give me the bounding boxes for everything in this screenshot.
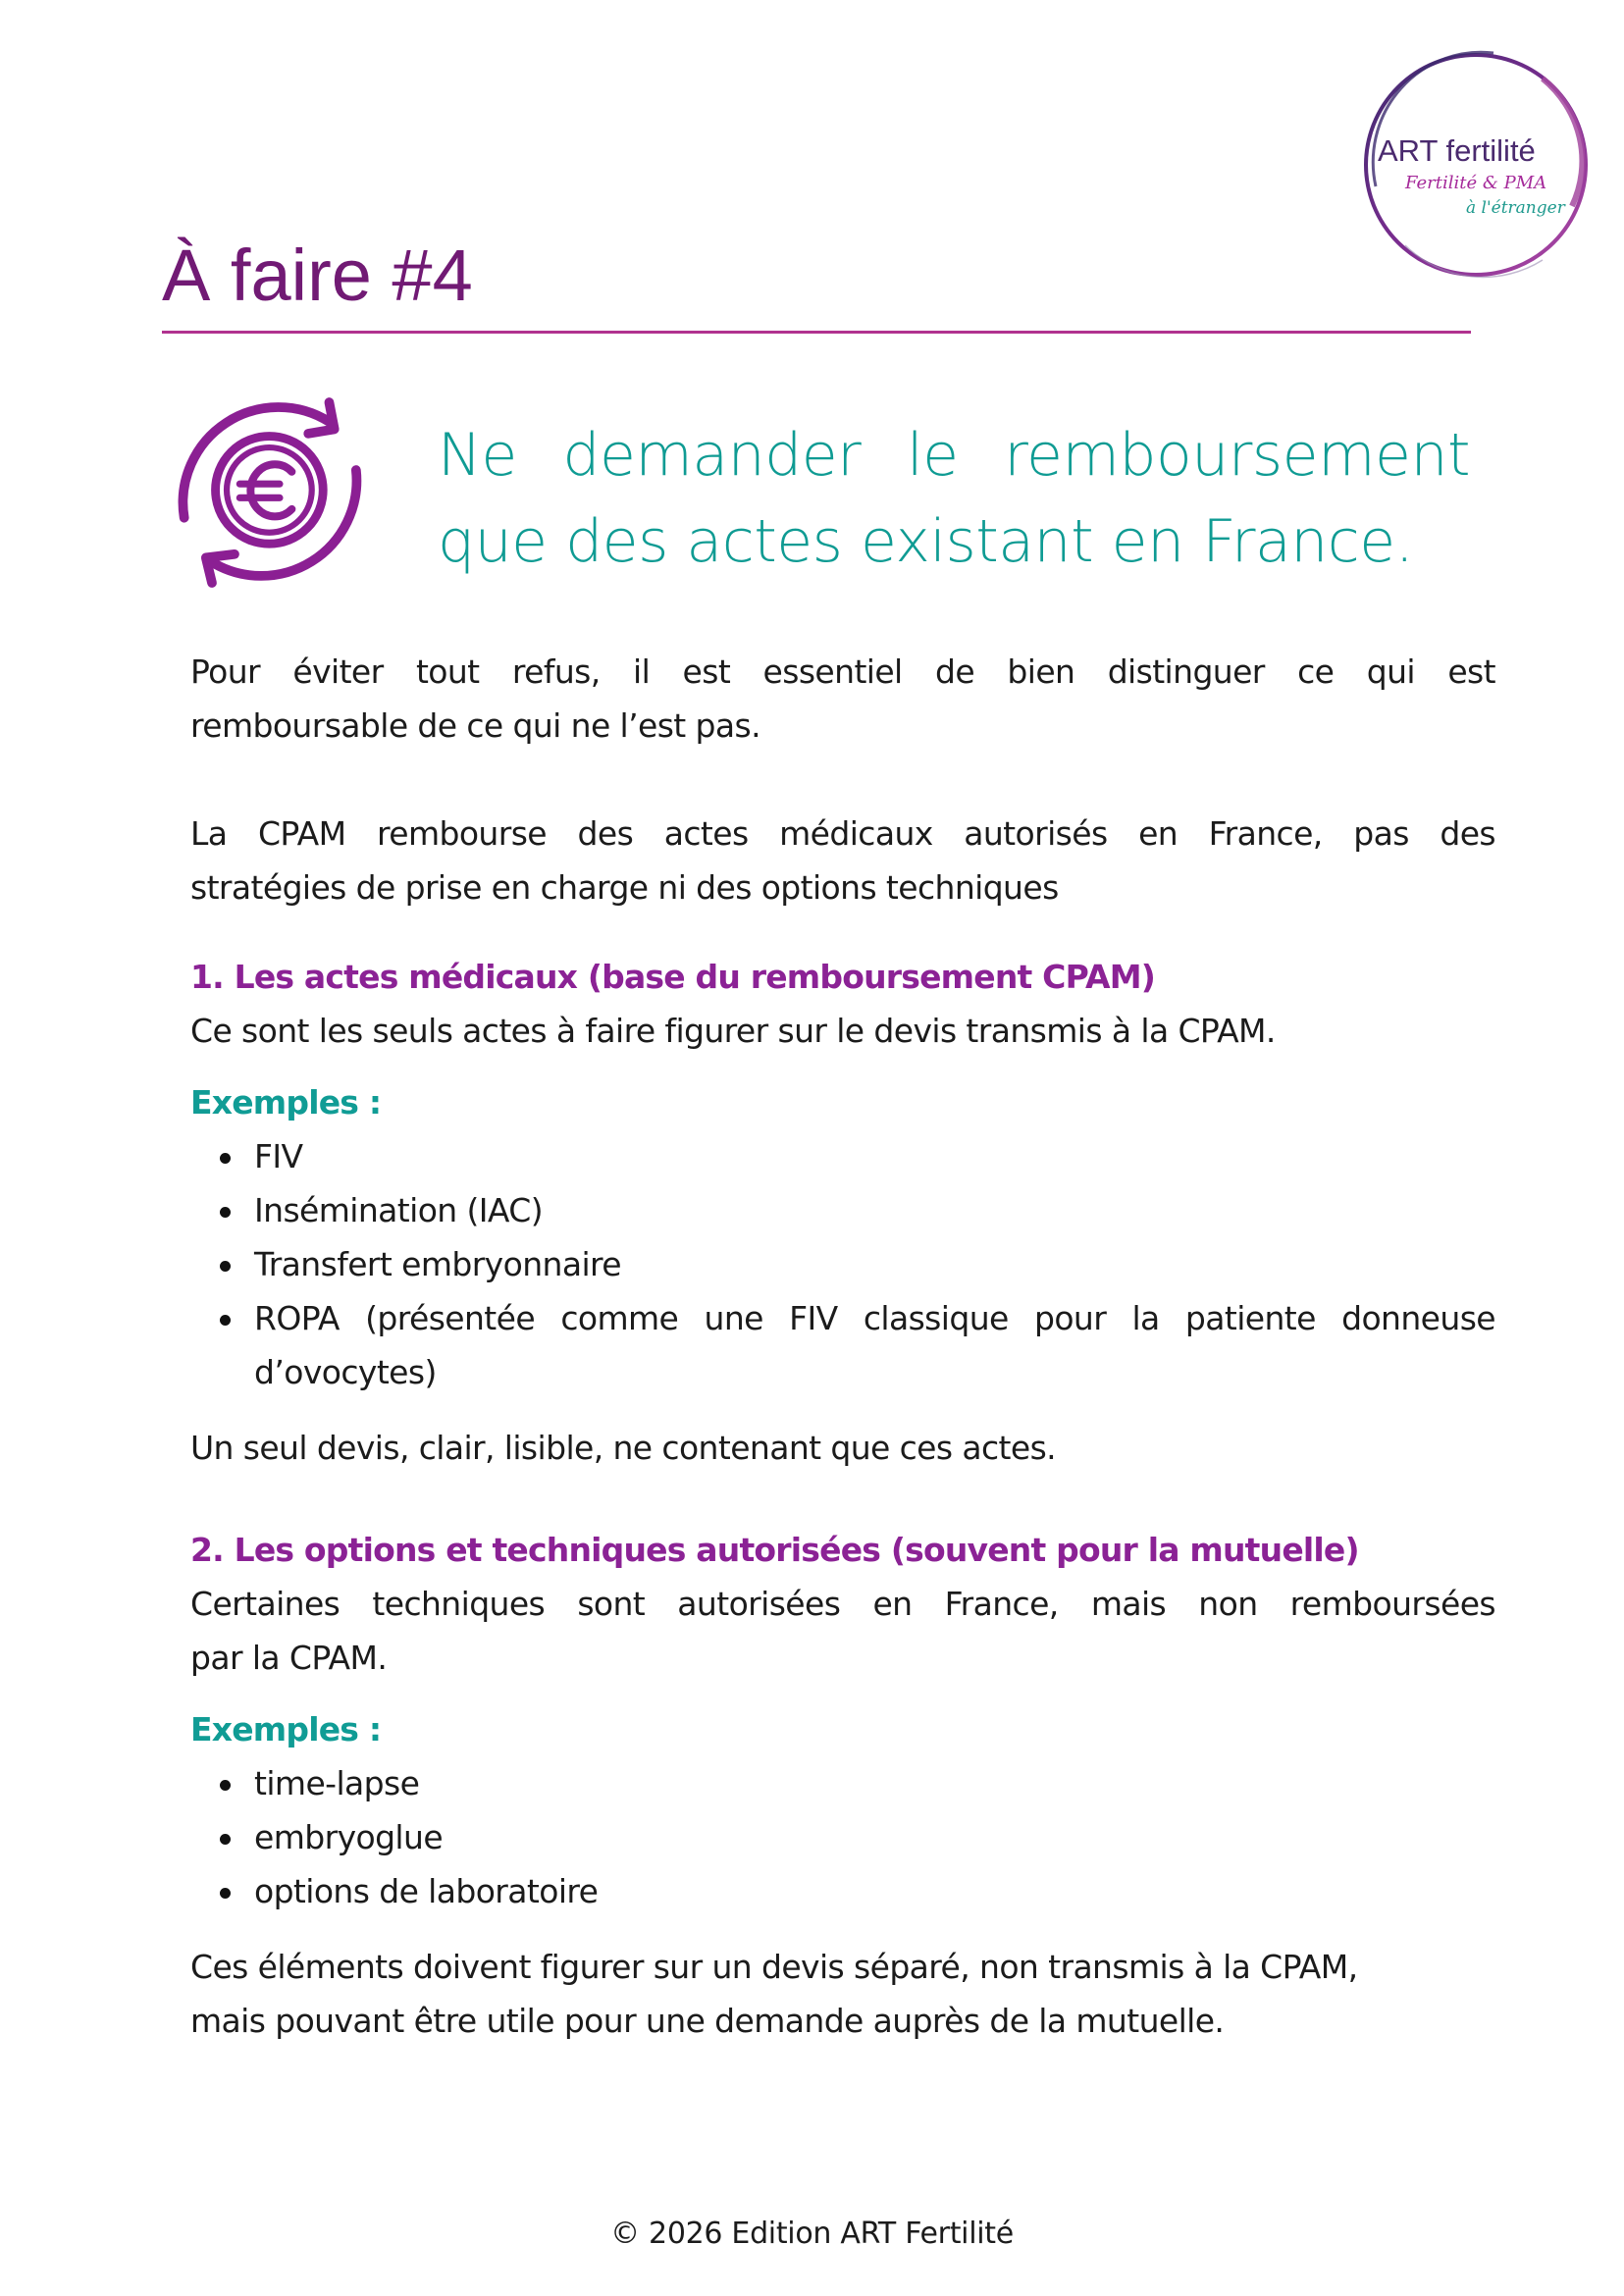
list-item: ROPA (présentée comme une FIV classique pour la patiente donneuse d’ovocytes) (190, 1291, 1495, 1399)
logo-title: ART fertilité (1378, 133, 1536, 168)
bullet-icon (220, 1261, 231, 1272)
section-2-examples-label: Exemples : (190, 1710, 382, 1748)
section-2-examples-list (190, 1756, 1495, 1918)
section-1-conclusion: Un seul devis, clair, lisible, ne contenant que ces actes. (190, 1429, 1057, 1467)
list-item: time-lapse (190, 1756, 1495, 1810)
headline-line-1: Ne demander le remboursement (438, 421, 1470, 490)
bullet-icon (220, 1834, 231, 1845)
list-item: options de laboratoire (190, 1864, 1495, 1918)
bullet-icon (220, 1207, 231, 1218)
section-1-heading: 1. Les actes médicaux (base du remboursement CPAM) (190, 958, 1156, 996)
bullet-icon (220, 1888, 231, 1899)
section-2 (190, 1523, 1495, 2048)
headline (438, 412, 1470, 585)
footer-copyright: © 2026 Edition ART Fertilité (610, 2217, 1014, 2251)
bullet-icon (220, 1780, 231, 1791)
section-2-text: Certaines techniques sont autorisées en France, mais non remboursées par la CPAM. (190, 1585, 1495, 1677)
section-1-text: Ce sont les seuls actes à faire figurer sur le devis transmis à la CPAM. (190, 1012, 1276, 1050)
logo-subtitle-2: à l'étranger (1466, 198, 1565, 218)
bullet-icon (220, 1315, 231, 1326)
list-item: Transfert embryonnaire (190, 1237, 1495, 1291)
brand-logo (1346, 39, 1601, 290)
list-item: embryoglue (190, 1810, 1495, 1864)
section-2-conclusion: Ces éléments doivent figurer sur un devis séparé, non transmis à la CPAM, mais pouvant être utile pour une demande auprès de la mutuelle. (190, 1948, 1358, 2040)
list-item: Insémination (IAC) (190, 1183, 1495, 1237)
bullet-icon (220, 1153, 231, 1164)
section-1-examples-list (190, 1129, 1495, 1399)
intro-paragraph-1: Pour éviter tout refus, il est essentiel de bien distinguer ce qui est remboursable de ce qui ne l’est pas. (190, 652, 1495, 745)
euro-refresh-icon (167, 388, 393, 613)
intro-paragraph-2: La CPAM rembourse des actes médicaux autorisés en France, pas des stratégies de prise en charge ni des options techniques (190, 814, 1495, 907)
section-1 (190, 950, 1495, 1475)
section-2-heading: 2. Les options et techniques autorisées (souvent pour la mutuelle) (190, 1531, 1359, 1569)
logo-subtitle: Fertilité & PMA (1405, 173, 1547, 193)
headline-line-2: que des actes existant en France. (438, 507, 1414, 576)
page-title: À faire #4 (162, 235, 473, 316)
title-divider (162, 331, 1471, 334)
section-1-examples-label: Exemples : (190, 1083, 382, 1122)
list-item: FIV (190, 1129, 1495, 1183)
